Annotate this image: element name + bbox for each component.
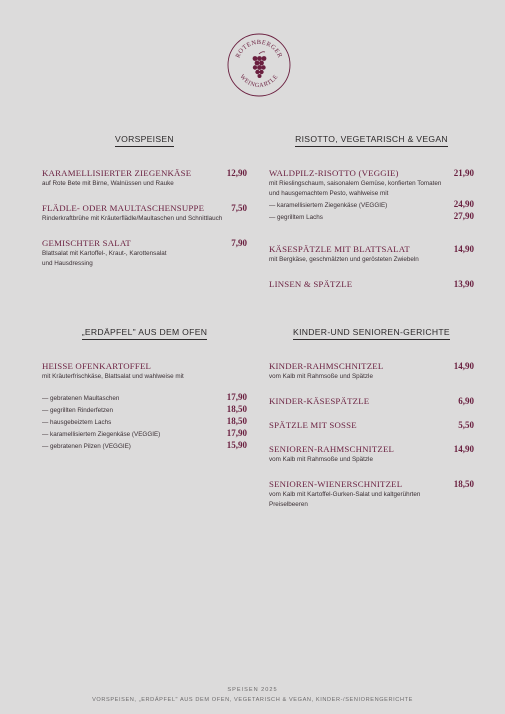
item-name: KÄSESPÄTZLE MIT BLATTSALAT <box>269 244 410 254</box>
section-title: VORSPEISEN <box>115 134 174 147</box>
item-description: und Hausdressing <box>42 260 93 267</box>
section-erdaepfel <box>42 327 247 452</box>
option-price: 18,50 <box>226 404 247 414</box>
section-kinder <box>269 327 474 510</box>
footer-title: SPEISEN 2025 <box>227 687 278 693</box>
item-name: SPÄTZLE MIT SOSSE <box>269 420 357 430</box>
item-price: 14,90 <box>453 361 474 371</box>
item-description: vom Kalb mit Rahmsoße und Spätzle <box>269 373 373 380</box>
option-row <box>42 428 247 440</box>
option-row <box>269 211 474 223</box>
option-price: 27,90 <box>453 211 474 221</box>
item-price: 14,90 <box>453 444 474 454</box>
item-description: vom Kalb mit Rahmsoße und Spätzle <box>269 456 373 463</box>
item-description: Blattsalat mit Kartoffel-, Kraut-, Karottensalat <box>42 250 167 257</box>
item-price: 7,50 <box>231 203 247 213</box>
item-name: SENIOREN-WIENERSCHNITZEL <box>269 479 403 489</box>
option-row <box>42 440 247 452</box>
menu-item <box>42 203 247 224</box>
menu-item <box>42 361 247 382</box>
item-name: KINDER-KÄSESPÄTZLE <box>269 396 370 406</box>
option-row <box>269 199 474 211</box>
option-price: 15,90 <box>226 440 247 450</box>
item-name: SENIOREN-RAHMSCHNITZEL <box>269 444 395 454</box>
item-description: auf Rote Bete mit Birne, Walnüssen und Rauke <box>42 180 174 187</box>
item-name: HEISSE OFENKARTOFFEL <box>42 361 152 371</box>
grape-icon <box>253 52 267 78</box>
item-description: mit Rieslingschaum, saisonalem Gemüse, konfierten Tomaten <box>269 180 442 187</box>
item-description: mit Kräuterfrischkäse, Blattsalat und wahlweise mit <box>42 373 184 380</box>
item-description: vom Kalb mit Kartoffel-Gurken-Salat und kaltgerührten <box>269 491 421 498</box>
menu-item <box>269 444 474 465</box>
item-price: 6,90 <box>458 396 474 406</box>
item-name: KINDER-RAHMSCHNITZEL <box>269 361 384 371</box>
restaurant-logo <box>226 32 292 98</box>
option-label: — gegrilltem Lachs <box>269 214 323 221</box>
item-name: LINSEN & SPÄTZLE <box>269 279 353 289</box>
item-name: KARAMELLISIERTER ZIEGENKÄSE <box>42 168 192 178</box>
item-description: und hausgemachtem Pesto, wahlweise mit <box>269 190 389 197</box>
logo-top-text: ROTENBERGER <box>234 38 284 60</box>
item-price: 5,50 <box>458 420 474 430</box>
section-title: KINDER-UND SENIOREN-GERICHTE <box>293 327 450 340</box>
section-risotto <box>269 134 474 289</box>
menu-item <box>42 238 247 269</box>
option-price: 17,90 <box>226 392 247 402</box>
menu-item <box>269 168 474 223</box>
item-description: Preiselbeeren <box>269 501 308 508</box>
menu-item <box>269 244 474 265</box>
option-row <box>42 392 247 404</box>
footer-subtitle: VORSPEISEN, „ERDÄPFEL" AUS DEM OFEN, VEGETARISCH & VEGAN, KINDER-/SENIORENGERICHTE <box>92 697 413 703</box>
option-label: — gebratenen Pilzen (VEGGIE) <box>42 443 131 450</box>
item-description: Rinderkraftbrühe mit Kräuterflädle/Maultaschen und Schnittlauch <box>42 215 223 222</box>
section-vorspeisen <box>42 134 247 269</box>
menu-item <box>269 361 474 382</box>
menu-item <box>269 396 474 406</box>
item-description: mit Bergkäse, geschmälzten und gerösteten Zwiebeln <box>269 256 419 263</box>
menu-item <box>269 479 474 510</box>
option-price: 18,50 <box>226 416 247 426</box>
item-price: 12,90 <box>226 168 247 178</box>
menu-item <box>269 420 474 430</box>
menu-item <box>42 168 247 189</box>
menu-item <box>269 279 474 289</box>
section-title: „ERDÄPFEL" AUS DEM OFEN <box>82 327 208 340</box>
option-label: — hausgebeiztem Lachs <box>42 419 112 426</box>
item-name: WALDPILZ-RISOTTO (VEGGIE) <box>269 168 399 178</box>
option-label: — karamellisiertem Ziegenkäse (VEGGIE) <box>42 431 161 438</box>
item-name: GEMISCHTER SALAT <box>42 238 131 248</box>
option-price: 24,90 <box>453 199 474 209</box>
item-price: 14,90 <box>453 244 474 254</box>
option-row <box>42 416 247 428</box>
option-list <box>42 392 247 452</box>
item-price: 21,90 <box>453 168 474 178</box>
item-price: 18,50 <box>453 479 474 489</box>
logo-bottom-text: WEINGARTLE <box>238 73 280 90</box>
option-label: — gebratenen Maultaschen <box>42 395 120 402</box>
option-row <box>42 404 247 416</box>
item-name: FLÄDLE- ODER MAULTASCHENSUPPE <box>42 203 205 213</box>
option-label: — karamellisiertem Ziegenkäse (VEGGIE) <box>269 202 388 209</box>
option-label: — gegrillten Rinderfetzen <box>42 407 114 414</box>
item-price: 13,90 <box>453 279 474 289</box>
option-price: 17,90 <box>226 428 247 438</box>
section-title: RISOTTO, VEGETARISCH & VEGAN <box>295 134 448 147</box>
item-price: 7,90 <box>231 238 247 248</box>
